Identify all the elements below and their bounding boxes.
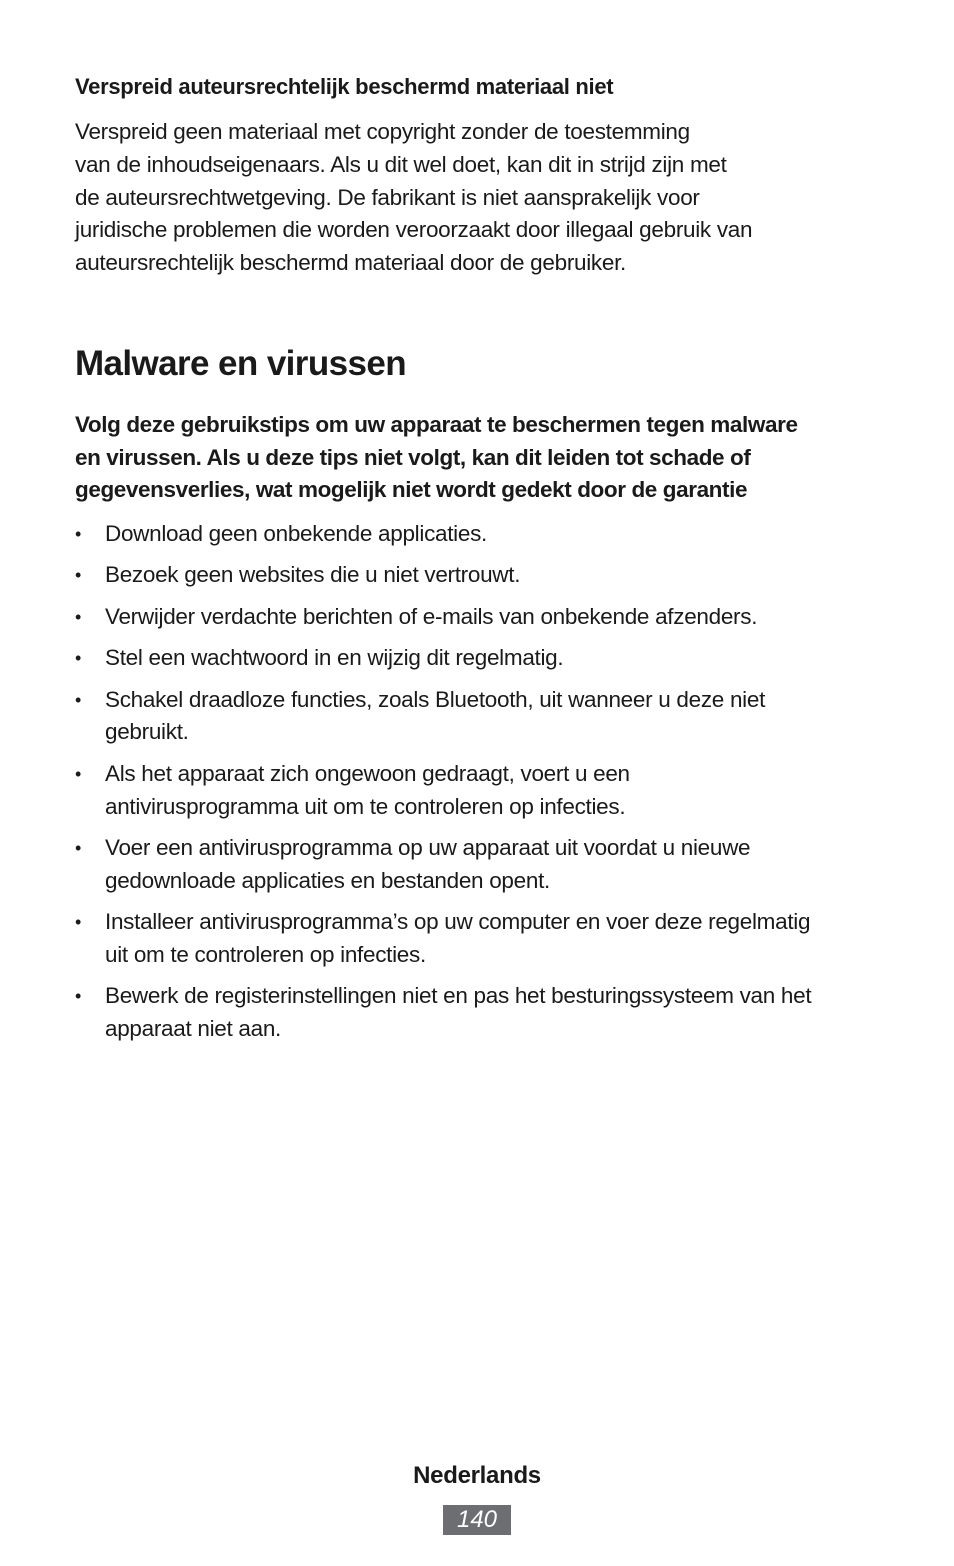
- copyright-paragraph: [75, 116, 875, 280]
- list-item: [75, 980, 885, 1046]
- bullet-icon: •: [75, 912, 82, 933]
- list-item-text: Stel een wachtwoord in en wijzig dit regelmatig.: [105, 645, 564, 671]
- list-item-text: Verwijder verdachte berichten of e-mails van onbekende afzenders.: [105, 603, 758, 629]
- tips-list: [75, 518, 885, 1055]
- copyright-line: Verspreid geen materiaal met copyright zonder de toestemming: [75, 119, 690, 144]
- copyright-line: juridische problemen die worden veroorzaakt door illegaal gebruik van: [75, 217, 753, 243]
- list-item: [75, 601, 885, 634]
- list-item: [75, 684, 885, 750]
- list-item-text: Download geen onbekende applicaties.: [105, 521, 487, 546]
- list-item-text: Als het apparaat zich ongewoon gedraagt, voert u een: [105, 760, 630, 786]
- list-item-text: gedownloade applicaties en bestanden opent.: [105, 867, 550, 893]
- intro-line: gegevensverlies, wat mogelijk niet wordt gedekt door de garantie: [75, 477, 748, 502]
- malware-intro: [75, 409, 875, 507]
- list-item-text: Bewerk de registerinstellingen niet en pas het besturingssysteem van het: [105, 983, 812, 1009]
- list-item-text: Schakel draadloze functies, zoals Bluetooth, uit wanneer u deze niet: [105, 686, 766, 712]
- page-number: 140: [443, 1505, 511, 1535]
- list-item-text: Voer een antivirusprogramma op uw apparaat uit voordat u nieuwe: [105, 834, 751, 860]
- list-item: [75, 559, 885, 592]
- bullet-icon: •: [75, 606, 82, 627]
- bullet-icon: •: [75, 837, 82, 858]
- bullet-icon: •: [75, 648, 82, 669]
- list-item-text: apparaat niet aan.: [105, 1016, 281, 1042]
- list-item: [75, 906, 885, 972]
- section-title: Malware en virussen: [75, 344, 406, 383]
- bullet-icon: •: [75, 763, 82, 784]
- list-item: [75, 758, 885, 824]
- bullet-icon: •: [75, 986, 82, 1007]
- footer-language: Nederlands: [413, 1462, 541, 1489]
- list-item-text: Bezoek geen websites die u niet vertrouwt.: [105, 562, 521, 588]
- list-item-text: uit om te controleren op infecties.: [105, 941, 426, 967]
- bullet-icon: •: [75, 565, 82, 586]
- list-item-text: antivirusprogramma uit om te controleren op infecties.: [105, 793, 626, 819]
- list-item-text: gebruikt.: [105, 719, 189, 745]
- copyright-heading: Verspreid auteursrechtelijk beschermd materiaal niet: [75, 74, 614, 99]
- list-item: [75, 832, 885, 898]
- copyright-line: van de inhoudseigenaars. Als u dit wel doet, kan dit in strijd zijn met: [75, 151, 727, 177]
- list-item-text: Installeer antivirusprogramma’s op uw computer en voer deze regelmatig: [105, 909, 811, 935]
- list-item: [75, 642, 885, 675]
- intro-line: Volg deze gebruikstips om uw apparaat te beschermen tegen malware: [75, 412, 798, 437]
- intro-line: en virussen. Als u deze tips niet volgt, kan dit leiden tot schade of: [75, 444, 751, 470]
- list-item: [75, 518, 885, 551]
- bullet-icon: •: [75, 524, 82, 544]
- bullet-icon: •: [75, 689, 82, 710]
- copyright-line: auteursrechtelijk beschermd materiaal door de gebruiker.: [75, 250, 626, 276]
- copyright-line: de auteursrechtwetgeving. De fabrikant is niet aansprakelijk voor: [75, 184, 700, 210]
